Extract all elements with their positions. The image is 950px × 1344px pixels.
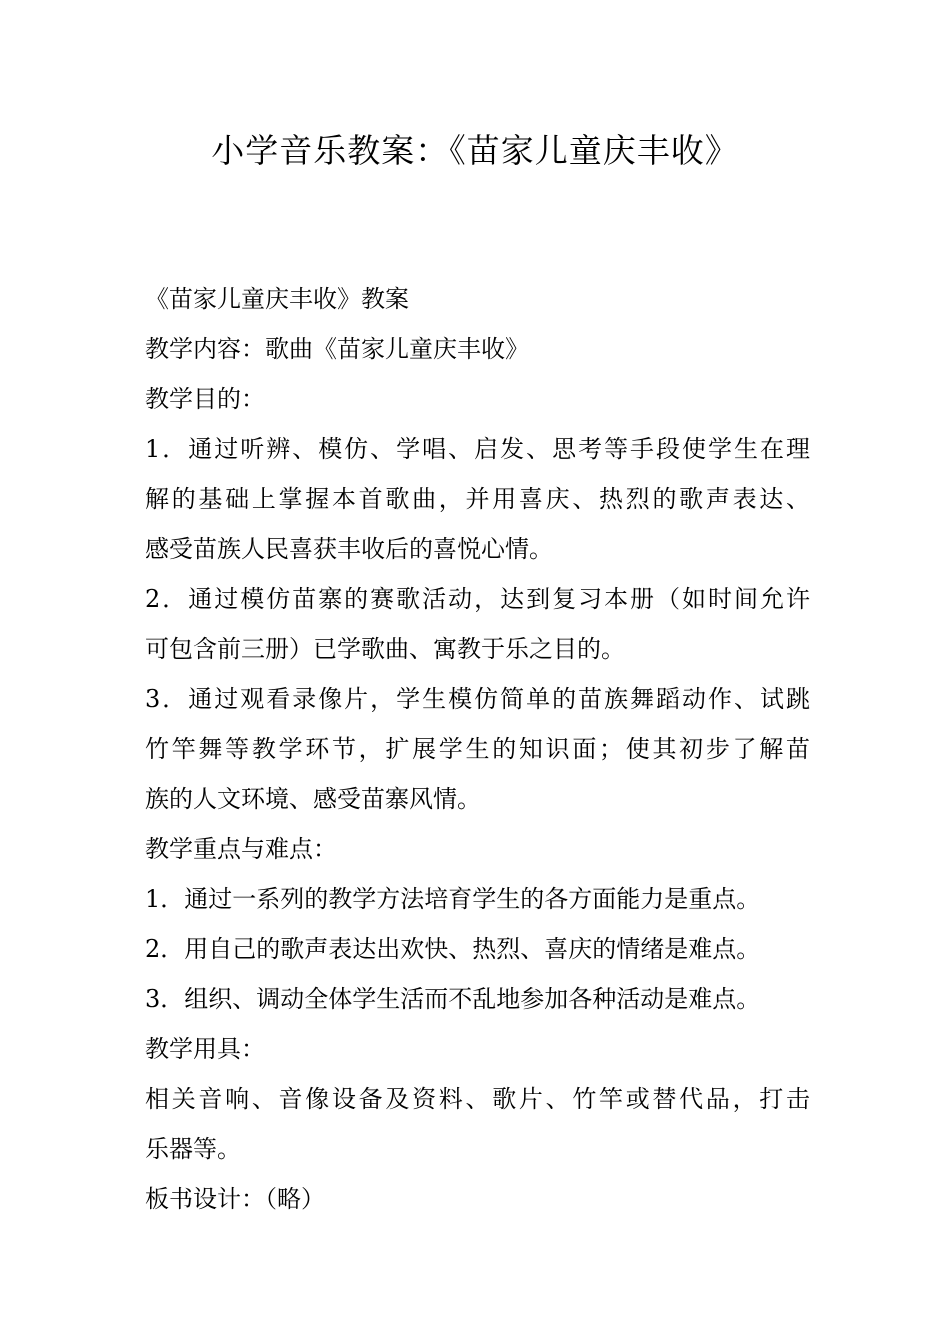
document-body xyxy=(145,274,810,1224)
text-line-teaching-tools-heading: 教学用具： xyxy=(145,1035,265,1063)
text-line-teaching-content: 教学内容：歌曲《苗家儿童庆丰收》 xyxy=(145,335,529,363)
text-line-goal-1a: 1．通过听辨、模仿、学唱、启发、思考等手段使学生在理 xyxy=(145,435,810,463)
text-line-teaching-tools-a: 相关音响、音像设备及资料、歌片、竹竿或替代品，打击 xyxy=(145,1085,810,1113)
text-line-goal-3c: 族的人文环境、感受苗寨风情。 xyxy=(145,785,481,813)
text-line-goal-1c: 感受苗族人民喜获丰收后的喜悦心情。 xyxy=(145,535,553,563)
text-line-key-points-heading: 教学重点与难点： xyxy=(145,835,337,863)
text-line-lesson-plan-heading: 《苗家儿童庆丰收》教案 xyxy=(145,285,409,313)
text-line-goal-3a: 3．通过观看录像片，学生模仿简单的苗族舞蹈动作、试跳 xyxy=(145,685,810,713)
text-line-goal-2a: 2．通过模仿苗寨的赛歌活动，达到复习本册（如时间允许 xyxy=(145,585,810,613)
text-line-goal-3b: 竹竿舞等教学环节，扩展学生的知识面；使其初步了解苗 xyxy=(145,735,810,763)
text-line-goal-2b: 可包含前三册）已学歌曲、寓教于乐之目的。 xyxy=(145,635,625,663)
text-line-board-design: 板书设计：（略） xyxy=(145,1185,325,1213)
text-line-teaching-tools-b: 乐器等。 xyxy=(145,1135,241,1163)
document-title: 小学音乐教案：《苗家儿童庆丰收》 xyxy=(211,131,739,170)
text-line-key-point-2: 2．用自己的歌声表达出欢快、热烈、喜庆的情绪是难点。 xyxy=(145,935,761,963)
text-line-teaching-goals-heading: 教学目的： xyxy=(145,385,265,413)
text-line-key-point-1: 1．通过一系列的教学方法培育学生的各方面能力是重点。 xyxy=(145,885,761,913)
text-line-key-point-3: 3．组织、调动全体学生活而不乱地参加各种活动是难点。 xyxy=(145,985,761,1013)
text-line-goal-1b: 解的基础上掌握本首歌曲，并用喜庆、热烈的歌声表达、 xyxy=(145,485,810,513)
